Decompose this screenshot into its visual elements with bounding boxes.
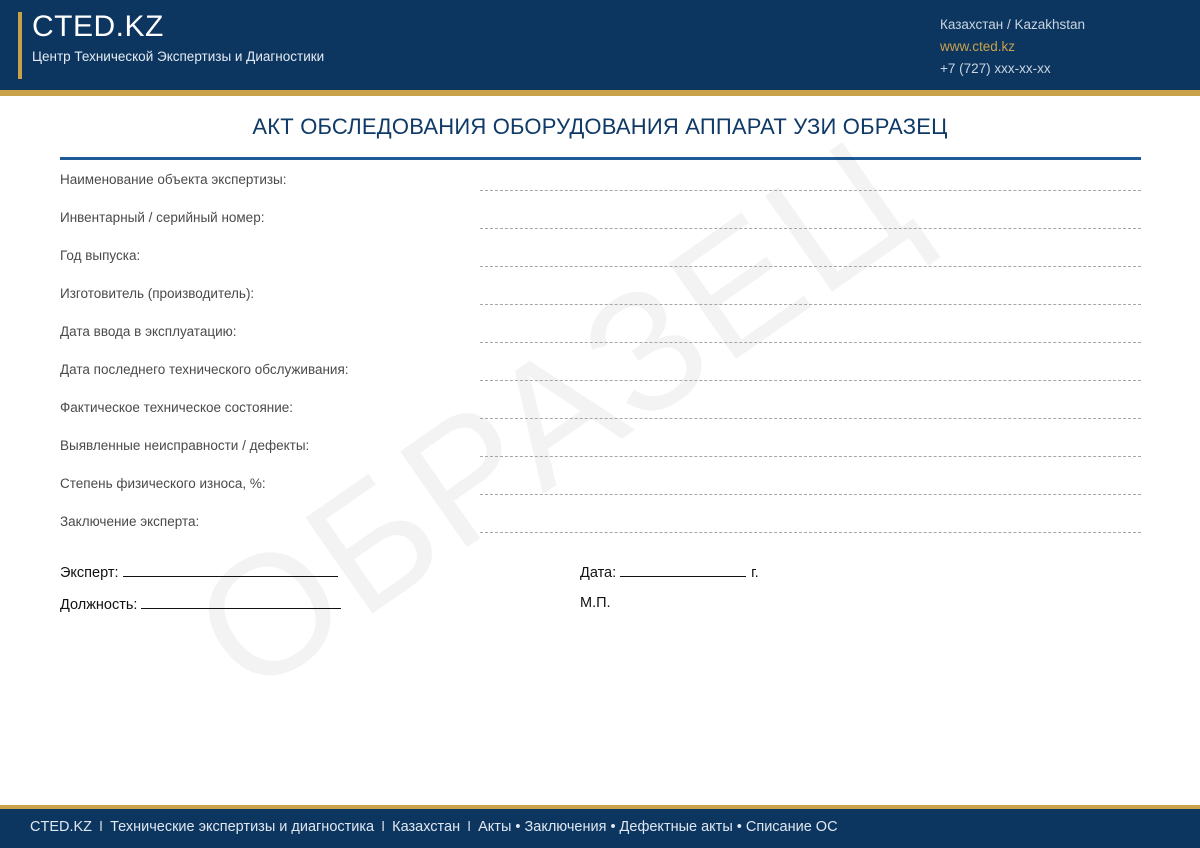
field-input-line[interactable] [480,532,1141,533]
field-row [60,362,1141,400]
footer-separator: I [467,819,472,835]
field-label: Год выпуска: [60,248,141,263]
date-suffix: г. [751,565,759,581]
field-input-line[interactable] [480,494,1141,495]
footer-item-brand: CTED.KZ [30,819,93,835]
header-gold-stripe [0,90,1200,96]
field-input-line[interactable] [480,342,1141,343]
brand-subtitle: Центр Технической Экспертизы и Диагностики [32,49,325,64]
date-label: Дата: [580,565,617,581]
field-row [60,400,1141,438]
field-input-line[interactable] [480,380,1141,381]
footer-separator: I [381,819,386,835]
field-label: Выявленные неисправности / дефекты: [60,438,310,453]
position-label: Должность: [60,597,138,613]
header-band [0,0,1200,90]
field-label: Дата последнего технического обслуживания: [60,362,349,377]
document-title: АКТ ОБСЛЕДОВАНИЯ ОБОРУДОВАНИЯ АППАРАТ УЗИ ОБРАЗЕЦ [252,114,948,139]
date-line[interactable] [620,563,746,577]
position-signature-line[interactable] [141,595,341,609]
field-label: Степень физического износа, %: [60,476,266,491]
field-input-line[interactable] [480,418,1141,419]
field-input-line[interactable] [480,228,1141,229]
date-signature [580,563,759,581]
contact-phone: +7 (727) xxx-xx-xx [940,61,1051,76]
field-row [60,438,1141,476]
field-label: Заключение эксперта: [60,514,200,529]
field-row [60,514,1141,552]
field-label: Наименование объекта экспертизы: [60,172,287,187]
field-row [60,248,1141,286]
field-row [60,476,1141,514]
expert-signature-line[interactable] [123,563,338,577]
footer-item-services: Технические экспертизы и диагностика [110,819,375,835]
footer-band [0,809,1200,848]
field-row [60,286,1141,324]
field-row [60,324,1141,362]
field-label: Дата ввода в эксплуатацию: [60,324,237,339]
expert-label: Эксперт: [60,565,119,581]
field-row [60,210,1141,248]
field-input-line[interactable] [480,456,1141,457]
footer-item-country: Казахстан [392,819,461,835]
expert-signature [60,563,338,581]
contact-country: Казахстан / Kazakhstan [940,17,1086,32]
contact-website[interactable]: www.cted.kz [940,39,1016,54]
field-input-line[interactable] [480,190,1141,191]
footer-text [30,819,838,835]
footer-item-documents: Акты • Заключения • Дефектные акты • Списание ОС [478,819,838,835]
footer-separator: I [99,819,104,835]
position-signature [60,595,341,613]
field-input-line[interactable] [480,304,1141,305]
brand-accent-bar [18,12,22,79]
field-input-line[interactable] [480,266,1141,267]
seal-place: М.П. [580,595,611,611]
field-label: Изготовитель (производитель): [60,286,255,301]
form-fields [60,172,1141,552]
brand-name: CTED.KZ [32,10,164,43]
field-row [60,172,1141,210]
field-label: Инвентарный / серийный номер: [60,210,265,225]
field-label: Фактическое техническое состояние: [60,400,294,415]
title-divider [60,157,1141,160]
